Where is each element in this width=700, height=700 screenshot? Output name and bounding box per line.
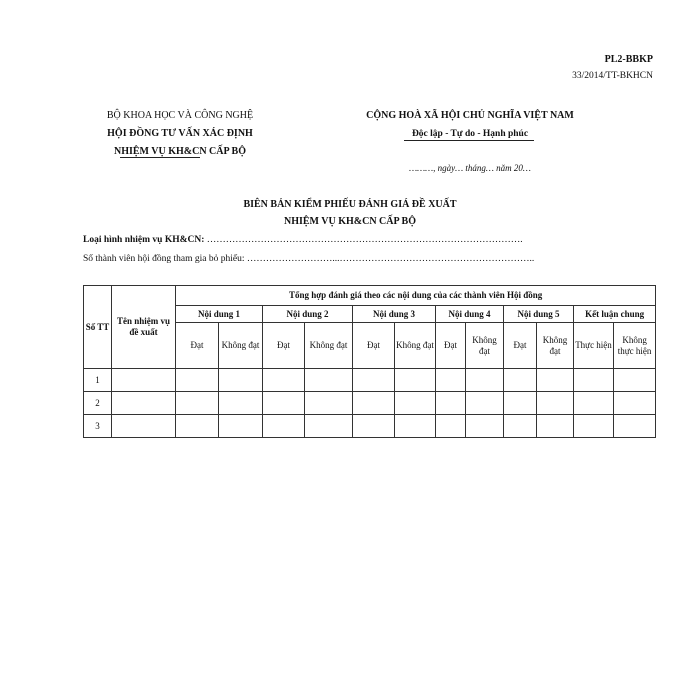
divider <box>120 157 200 158</box>
tally-cell[interactable] <box>395 392 436 415</box>
tally-cell[interactable] <box>436 369 466 392</box>
header-not-do: Không thực hiện <box>614 323 656 369</box>
ministry-header <box>80 107 280 161</box>
header-content-5: Nội dung 5 <box>504 306 574 323</box>
header-fail: Không đạt <box>395 323 436 369</box>
task-name-cell[interactable] <box>112 369 176 392</box>
member-count-label: Số thành viên hội đồng tham gia bỏ phiếu: <box>83 254 245 264</box>
header-task-name: Tên nhiệm vụ đề xuất <box>112 286 176 369</box>
tally-cell[interactable] <box>436 415 466 438</box>
header-fail: Không đạt <box>305 323 353 369</box>
tally-cell[interactable] <box>614 415 656 438</box>
tally-cell[interactable] <box>574 392 614 415</box>
tally-cell[interactable] <box>176 392 219 415</box>
header-do: Thực hiện <box>574 323 614 369</box>
header-conclusion: Kết luận chung <box>574 306 656 323</box>
tally-cell[interactable] <box>466 415 504 438</box>
national-name: CỘNG HOÀ XÃ HỘI CHỦ NGHĨA VIỆT NAM <box>366 110 574 121</box>
table-row <box>84 392 656 415</box>
tally-cell[interactable] <box>574 415 614 438</box>
header-content-1: Nội dung 1 <box>176 306 263 323</box>
header-pass: Đạt <box>504 323 537 369</box>
row-number: 1 <box>84 369 112 392</box>
header-content-3: Nội dung 3 <box>353 306 436 323</box>
header-content-4: Nội dung 4 <box>436 306 504 323</box>
tally-cell[interactable] <box>466 369 504 392</box>
tally-cell[interactable] <box>305 369 353 392</box>
header-summary: Tổng hợp đánh giá theo các nội dung của các thành viên Hội đồng <box>176 286 656 306</box>
table-row <box>84 415 656 438</box>
tally-cell[interactable] <box>176 369 219 392</box>
council-name: HỘI ĐỒNG TƯ VẤN XÁC ĐỊNH <box>107 128 253 139</box>
tally-cell[interactable] <box>537 392 574 415</box>
header-pass: Đạt <box>263 323 305 369</box>
member-count-field <box>83 254 534 264</box>
tally-cell[interactable] <box>466 392 504 415</box>
row-number: 3 <box>84 415 112 438</box>
header-content-2: Nội dung 2 <box>263 306 353 323</box>
tally-cell[interactable] <box>395 415 436 438</box>
tally-cell[interactable] <box>504 415 537 438</box>
tally-cell[interactable] <box>537 415 574 438</box>
task-type-field <box>83 235 523 245</box>
tally-cell[interactable] <box>219 415 263 438</box>
task-name-cell[interactable] <box>112 392 176 415</box>
member-count-dots: ………………………...…………………………………………………….. <box>246 254 535 264</box>
tally-cell[interactable] <box>353 415 395 438</box>
tally-cell[interactable] <box>504 392 537 415</box>
task-type-dots: ………………………………………………………………………………………. <box>206 235 523 245</box>
tally-cell[interactable] <box>537 369 574 392</box>
vote-tally-table <box>83 285 656 438</box>
header-pass: Đạt <box>176 323 219 369</box>
table-body <box>84 369 656 438</box>
tally-cell[interactable] <box>574 369 614 392</box>
header-fail: Không đạt <box>466 323 504 369</box>
header-pass: Đạt <box>436 323 466 369</box>
tally-cell[interactable] <box>219 392 263 415</box>
header-pass: Đạt <box>353 323 395 369</box>
tally-cell[interactable] <box>353 369 395 392</box>
table-row <box>84 369 656 392</box>
document-title: BIÊN BẢN KIỂM PHIẾU ĐÁNH GIÁ ĐỀ XUẤT <box>243 199 457 210</box>
header-stt: Số TT <box>84 286 112 369</box>
tally-cell[interactable] <box>176 415 219 438</box>
divider <box>404 140 534 141</box>
tally-cell[interactable] <box>305 415 353 438</box>
ministry-name: BỘ KHOA HỌC VÀ CÔNG NGHỆ <box>106 110 254 121</box>
tally-cell[interactable] <box>263 415 305 438</box>
task-type-label: Loại hình nhiệm vụ KH&CN: <box>83 235 205 245</box>
tally-cell[interactable] <box>614 369 656 392</box>
tally-cell[interactable] <box>614 392 656 415</box>
task-name-cell[interactable] <box>112 415 176 438</box>
tally-cell[interactable] <box>263 392 305 415</box>
header-fail: Không đạt <box>537 323 574 369</box>
document-subtitle: NHIỆM VỤ KH&CN CẤP BỘ <box>283 216 417 227</box>
tally-cell[interactable] <box>263 369 305 392</box>
form-code: PL2-BBKP <box>604 54 653 65</box>
tally-cell[interactable] <box>504 369 537 392</box>
tally-cell[interactable] <box>395 369 436 392</box>
tally-cell[interactable] <box>436 392 466 415</box>
national-motto: Độc lập - Tự do - Hạnh phúc <box>411 129 529 139</box>
tally-cell[interactable] <box>219 369 263 392</box>
circular-number: 33/2014/TT-BKHCN <box>572 71 653 81</box>
date-line: ………, ngày… tháng… năm 20… <box>409 163 531 173</box>
row-number: 2 <box>84 392 112 415</box>
tally-cell[interactable] <box>353 392 395 415</box>
tally-cell[interactable] <box>305 392 353 415</box>
council-task: NHIỆM VỤ KH&CN CẤP BỘ <box>113 146 247 157</box>
header-fail: Không đạt <box>219 323 263 369</box>
national-header <box>340 107 600 143</box>
